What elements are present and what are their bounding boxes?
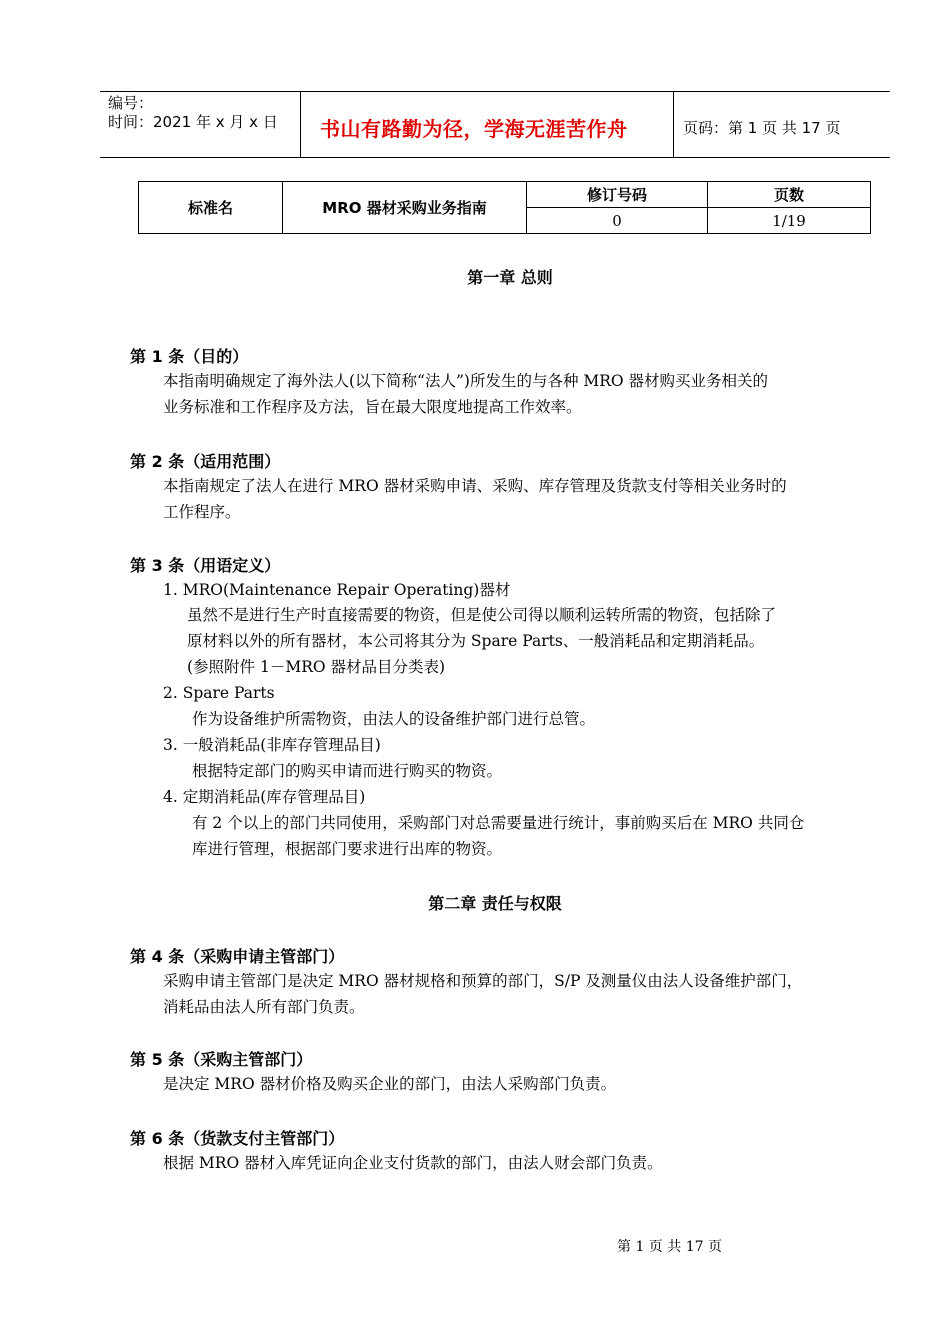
article-2-line-1: 本指南规定了法人在进行 MRO 器材采购申请、采购、库存管理及货款支付等相关业务时的 — [163, 477, 787, 495]
article-3-item-4-line-1: 有 2 个以上的部门共同使用，采购部门对总需要量进行统计，事前购买后在 MRO 共同仓 — [192, 814, 805, 832]
header-bottom-rule — [100, 157, 890, 158]
chapter-1-title: 第一章 总则 — [467, 268, 553, 287]
standard-name-label: 标准名 — [139, 182, 283, 234]
document-number-label: 编号： — [108, 94, 154, 112]
article-4-line-2: 消耗品由法人所有部门负责。 — [163, 998, 365, 1016]
article-5-title: 第 5 条（采购主管部门） — [130, 1050, 313, 1069]
article-1-title: 第 1 条（目的） — [130, 347, 249, 366]
header-divider-right — [673, 91, 674, 158]
article-1-line-2: 业务标准和工作程序及方法，旨在最大限度地提高工作效率。 — [163, 398, 582, 416]
page-footer: 第 1 页 共 17 页 — [617, 1239, 722, 1255]
page-count-label: 页数 — [708, 182, 871, 208]
article-3-item-1-line-1: 虽然不是进行生产时直接需要的物资，但是使公司得以顺利运转所需的物资，包括除了 — [187, 606, 777, 624]
header-motto: 书山有路勤为径，学海无涯苦作舟 — [320, 117, 628, 141]
article-3-item-3-line-1: 根据特定部门的购买申请而进行购买的物资。 — [192, 762, 503, 780]
article-3-item-1: 1. MRO(Maintenance Repair Operating)器材 — [163, 581, 511, 599]
article-3-item-3: 3. 一般消耗品(非库存管理品目) — [163, 736, 381, 754]
page-count-value: 1/19 — [708, 208, 871, 234]
header-divider-left — [300, 91, 301, 158]
article-6-line-1: 根据 MRO 器材入库凭证向企业支付货款的部门，由法人财会部门负责。 — [163, 1154, 663, 1172]
header-page-info: 页码：第 1 页 共 17 页 — [683, 119, 841, 137]
article-5-line-1: 是决定 MRO 器材价格及购买企业的部门，由法人采购部门负责。 — [163, 1075, 617, 1093]
header-top-rule — [100, 91, 890, 92]
article-3-item-4-line-2: 库进行管理，根据部门要求进行出库的物资。 — [192, 840, 503, 858]
article-4-line-1: 采购申请主管部门是决定 MRO 器材规格和预算的部门，S/P 及测量仪由法人设备维护部门， — [163, 972, 803, 990]
article-3-title: 第 3 条（用语定义） — [130, 556, 281, 575]
article-3-item-1-line-3: (参照附件 1－MRO 器材品目分类表) — [187, 658, 446, 676]
standard-info-table — [138, 181, 871, 234]
standard-name-value: MRO 器材采购业务指南 — [283, 182, 527, 234]
article-2-title: 第 2 条（适用范围） — [130, 452, 281, 471]
article-6-title: 第 6 条（货款支付主管部门） — [130, 1129, 345, 1148]
document-time-label: 时间：2021 年 x 月 x 日 — [108, 113, 278, 131]
revision-number-value: 0 — [527, 208, 708, 234]
article-3-item-1-line-2: 原材料以外的所有器材，本公司将其分为 Spare Parts、一般消耗品和定期消耗品。 — [187, 632, 765, 650]
article-3-item-4: 4. 定期消耗品(库存管理品目) — [163, 788, 366, 806]
article-1-line-1: 本指南明确规定了海外法人(以下简称“法人”)所发生的与各种 MRO 器材购买业务相关的 — [163, 372, 769, 390]
article-2-line-2: 工作程序。 — [163, 503, 241, 521]
article-3-item-2: 2. Spare Parts — [163, 684, 275, 702]
chapter-2-title: 第二章 责任与权限 — [428, 894, 562, 913]
article-3-item-2-line-1: 作为设备维护所需物资，由法人的设备维护部门进行总管。 — [192, 710, 596, 728]
revision-number-label: 修订号码 — [527, 182, 708, 208]
article-4-title: 第 4 条（采购申请主管部门） — [130, 947, 345, 966]
